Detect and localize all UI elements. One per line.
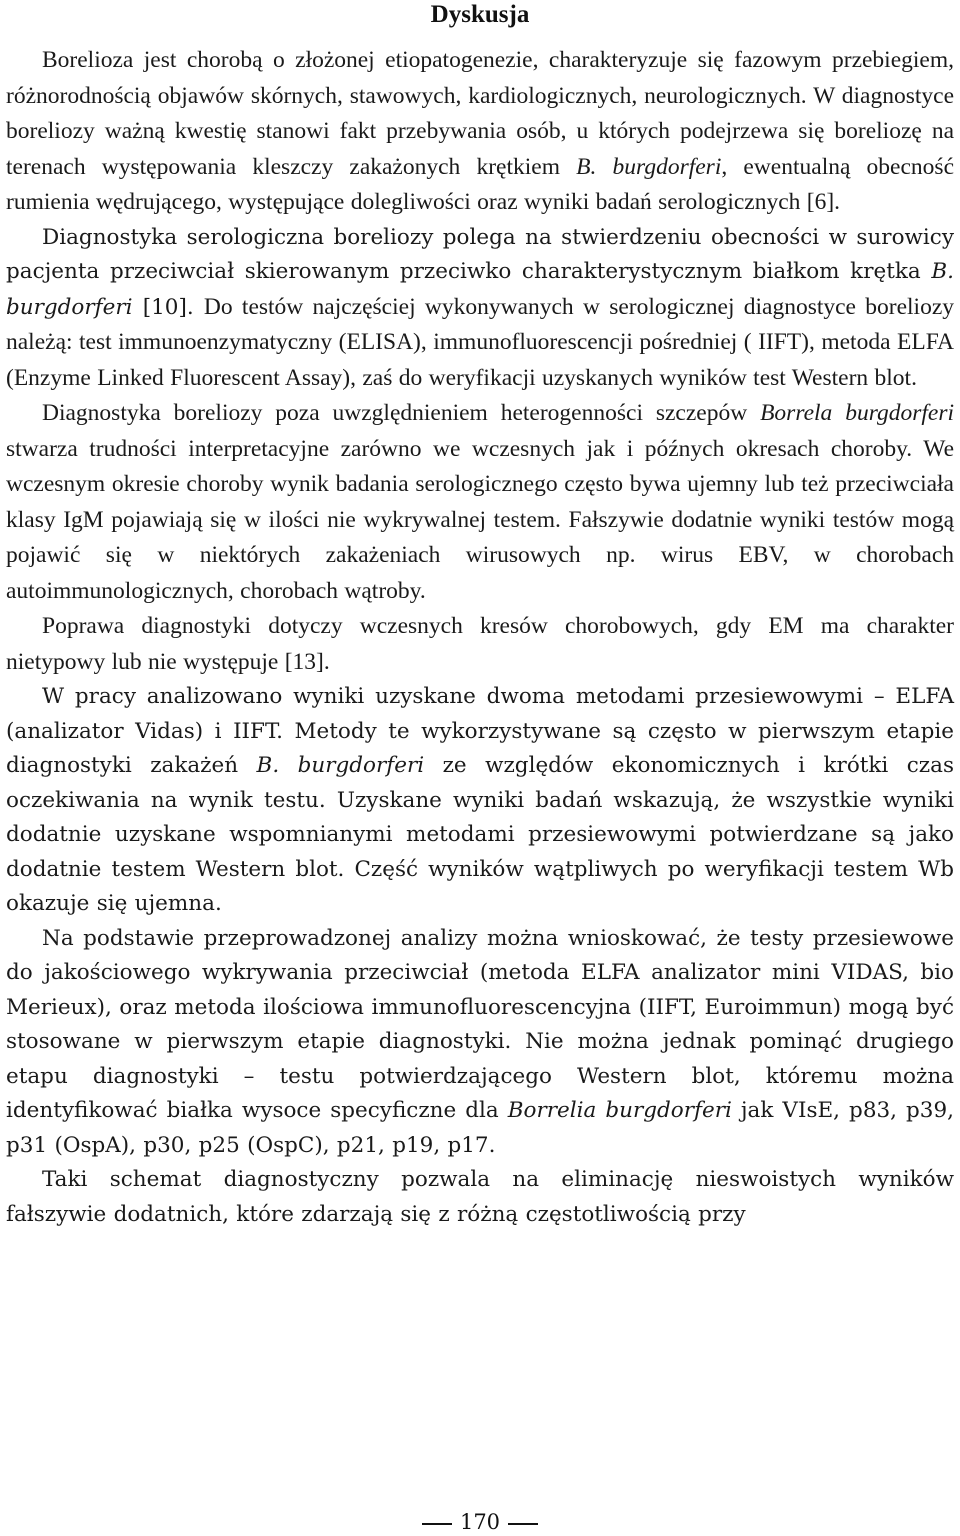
text-run: Na podstawie przeprowadzonej analizy można wnioskować, że testy przesiewowe do jakościowego wykrywania przeciwciał (metoda ELFA analizator mini VIDAS, bio Merieux), oraz metoda ilościowa immunofluorescencyjna (IIFT, Euroimmun) mogą być stosowane w pierwszym etapie diagnostyki. Nie można jednak pominąć drugiego etapu diagnostyki – testu potwierdzającego Western blot, któremu można identyfikować białka wysoce specyficzne dla — [6, 925, 954, 1123]
text-run: Borelioza jest chorobą o złożonej etiopatogenezie, charakteryzuje się fazowym przebiegiem, różnorodnością objawów skórnych, stawowych, kardiologicznych, neurologicznych. W diagnostyce boreliozy ważną kwestię stanowi fakt przebywania osób, u których podejrzewa się boreliozę na terenach występowania kleszczy zakażonych krętkiem — [6, 47, 954, 180]
text-run: Diagnostyka boreliozy poza uwzględnieniem heterogenności szczepów — [42, 400, 761, 426]
paragraph — [6, 922, 954, 1164]
section-heading: Dyskusja — [430, 1, 530, 28]
text-run: ze względów ekonomicznych i krótki czas oczekiwania na wynik testu. Uzyskane wyniki badań wskazują, że wszystkie wyniki dodatnie uzyskane wspomnianymi metodami przesiewowymi potwierdzane są jako dodatnie testem Western blot. Część wyników wątpliwych po weryfikacji testem Wb okazuje się ujemna. — [6, 753, 954, 916]
page-number — [0, 1508, 960, 1536]
paragraph — [6, 396, 954, 609]
text-run: , ewentualną obecność rumienia wędrującego, występujące dolegliwości oraz wyniki badań serologicznych [6]. — [6, 153, 954, 215]
italic-run: B. burgdorferi — [256, 753, 425, 778]
italic-run: Borrelia burgdorferi — [507, 1098, 732, 1123]
italic-run: B. burgdorferi — [576, 153, 722, 180]
folio-dash-right — [508, 1523, 538, 1525]
page-number-text: 170 — [459, 1510, 501, 1534]
text-run: We wczesnym okresie choroby wynik badania serologicznego często bywa ujemny lub też przeciwciała klasy IgM pojawiają się w ilości nie wykrywalnej testem. Fałszywie dodatnie wyniki testów mogą pojawić się w niektórych zakażeniach wirusowych np. wirus EBV, w chorobach autoimmunologicznych, chorobach wątroby. — [6, 435, 954, 604]
text-run: jak VIsE, p83, p39, p31 (OspA), p30, p25 (OspC), p21, p19, p17. — [6, 1098, 954, 1158]
body-text — [6, 43, 954, 1232]
paragraph — [6, 221, 954, 397]
text-run: [10]. — [132, 294, 204, 320]
text-run: Do testów najczęściej wykonywanych w serologicznej diagnostyce boreliozy należą: test immunoenzymatyczny (ELISA), immunofluorescencji pośredniej ( IIFT), metoda ELFA (Enzyme Linked Fluorescent Assay), zaś do weryfikacji uzyskanych wyników test Western blot. — [6, 293, 955, 391]
italic-run: Borrela burgdorferi — [760, 400, 954, 426]
text-run: stwarza trudności interpretacyjne zarówno we wczesnych jak i późnych okresach choroby. — [6, 435, 924, 462]
text-run: W pracy analizowano wyniki uzyskane dwoma metodami przesiewowymi – ELFA (analizator Vidas) i IIFT. Metody te wykorzystywane są często w pierwszym etapie diagnostyki zakażeń — [6, 684, 954, 778]
paragraph — [6, 43, 954, 221]
folio-dash-left — [422, 1523, 452, 1525]
italic-run: B. burgdorferi — [6, 259, 954, 320]
paragraph — [6, 1163, 954, 1232]
paragraph — [6, 680, 954, 922]
paragraph — [6, 609, 954, 680]
text-run: Poprawa diagnostyki dotyczy wczesnych kresów chorobowych, gdy EM ma charakter nietypowy lub nie występuje [13]. — [6, 613, 954, 675]
text-run: Taki schemat diagnostyczny pozwala na eliminację nieswoistych wyników fałszywie dodatnich, które zdarzają się z różną częstotliwością przy — [6, 1167, 954, 1227]
text-run: Diagnostyka serologiczna boreliozy polega na stwierdzeniu obecności w surowicy pacjenta przeciwciał skierowanym przeciwko charakterystycznym białkom krętka — [6, 224, 954, 284]
